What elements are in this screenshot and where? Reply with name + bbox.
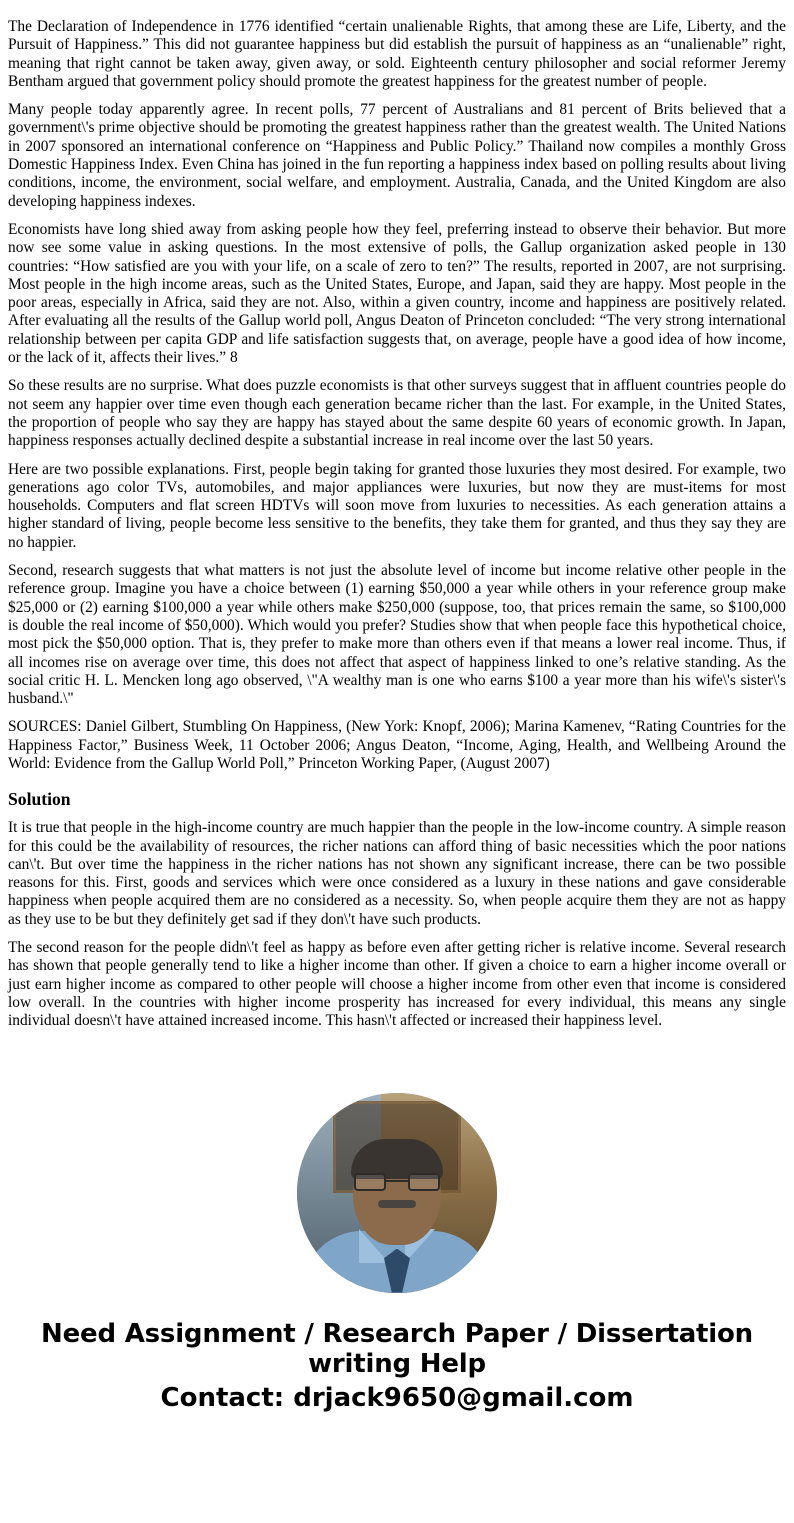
glasses-bridge (386, 1180, 408, 1182)
glasses-lens-right (408, 1173, 440, 1191)
avatar-mustache (378, 1200, 416, 1208)
body-paragraph: Many people today apparently agree. In recent polls, 77 percent of Australians and 81 percent of Brits believed that a government\'s prime objective should be promoting the greatest happiness rather than the greatest wealth. The United Nations in 2007 sponsored an international conference on “Happiness and Public Policy.” Thailand now compiles a monthly Gross Domestic Happiness Index. Even China has joined in the fun reporting a happiness index based on polling results about living conditions, income, the environment, social welfare, and employment. Australia, Canada, and the United Kingdom are also developing happiness indexes. (8, 101, 786, 210)
cta-heading (8, 1319, 786, 1379)
sources-note: SOURCES: Daniel Gilbert, Stumbling On Happiness, (New York: Knopf, 2006); Marina Kamenev, “Rating Countries for the Happiness Factor,” Business Week, 11 October 2006; Angus Deaton, “Income, Aging, Health, and Wellbeing Around the World: Evidence from the Gallup World Poll,” Princeton Working Paper, (August 2007) (8, 718, 786, 772)
body-paragraph: Here are two possible explanations. First, people begin taking for granted those luxuries they most desired. For example, two generations ago color TVs, automobiles, and major appliances were luxuries, but now they are must-items for most households. Computers and flat screen HDTVs will soon move from luxuries to necessities. As each generation attains a higher standard of living, people become less sensitive to the benefits, they take them for granted, and thus they say they are no happier. (8, 460, 786, 551)
body-paragraph: Second, research suggests that what matters is not just the absolute level of income but income relative other people in the reference group. Imagine you have a choice between (1) earning $50,000 a year while others in your reference group make $25,000 or (2) earning $100,000 a year while others make $250,000 (suppose, too, that prices remain the same, so $100,000 is double the real income of $50,000). Which would you prefer? Studies show that when people face this hypothetical choice, most pick the $50,000 option. That is, they prefer to make more than others even if that means a lower real income. Thus, if all incomes rise on average over time, this does not affect that aspect of happiness linked to one’s relative standing. As the social critic H. L. Mencken long ago observed, \"A wealthy man is one who earns $100 a year more than his wife\'s sister\'s husband.\" (8, 562, 786, 708)
glasses-icon (354, 1173, 440, 1191)
body-paragraph: Economists have long shied away from asking people how they feel, preferring instead to observe their behavior. But more now see some value in asking questions. In the most extensive of polls, the Gallup organization asked people in 130 countries: “How satisfied are you with your life, on a scale of zero to ten?” The results, reported in 2007, are not surprising. Most people in the high income areas, such as the United States, Europe, and Japan, said they are happy. Most people in the poor areas, especially in Africa, said they are not. Also, within a given country, income and happiness are positively related. After evaluating all the results of the Gallup world poll, Angus Deaton of Princeton concluded: “The very strong international relationship between per capita GDP and life satisfaction suggests that, on average, people have a good idea of how income, or the lack of it, affects their lives.” 8 (8, 220, 786, 367)
glasses-lens-left (354, 1173, 386, 1191)
section-heading-solution: Solution (8, 789, 71, 810)
cta-line-2: writing Help (308, 1348, 486, 1379)
solution-paragraph: It is true that people in the high-income country are much happier than the people in the low-income country. A simple reason for this could be the availability of resources, the richer nations can afford thing of basic necessities which the poor nations can\'t. But over time the happiness in the richer nations has not shown any significant increase, there can be two possible reasons for this. First, goods and services which were once considered as a luxury in these nations and gave considerable happiness when people acquired them are no considered as a necessity. So, when people acquire them they are not as happy as they use to be but they definitely get sad if they don\'t have such products. (8, 819, 786, 928)
avatar-container (8, 1093, 786, 1293)
avatar (297, 1093, 497, 1293)
document-page (0, 18, 794, 1413)
solution-paragraph: The second reason for the people didn\'t feel as happy as before even after getting richer is relative income. Several research has shown that people generally tend to like a higher income than other. If given a choice to earn a higher income overall or just earn higher income as compared to other people will choose a higher income from other even that income is considered low overall. In the countries with higher income prosperity has increased for every individual, this means any single individual doesn\'t have attained increased income. This hasn\'t affected or increased their happiness level. (8, 939, 786, 1030)
body-paragraph: So these results are no surprise. What does puzzle economists is that other surveys suggest that in affluent countries people do not seem any happier over time even though each generation became richer than the last. For example, in the United States, the proportion of people who say they are happy has stayed about the same despite 60 years of economic growth. In Japan, happiness responses actually declined despite a substantial increase in real income over the last 50 years. (8, 377, 786, 450)
cta-line-1: Need Assignment / Research Paper / Dissertation (41, 1318, 753, 1349)
body-paragraph: The Declaration of Independence in 1776 identified “certain unalienable Rights, that among these are Life, Liberty, and the Pursuit of Happiness.” This did not guarantee happiness but did establish the pursuit of happiness as an “unalienable” right, meaning that right cannot be taken away, given away, or sold. Eighteenth century philosopher and social reformer Jeremy Bentham argued that government policy should promote the greatest happiness for the greatest number of people. (8, 18, 786, 90)
contact-line: Contact: drjack9650@gmail.com (160, 1382, 634, 1413)
